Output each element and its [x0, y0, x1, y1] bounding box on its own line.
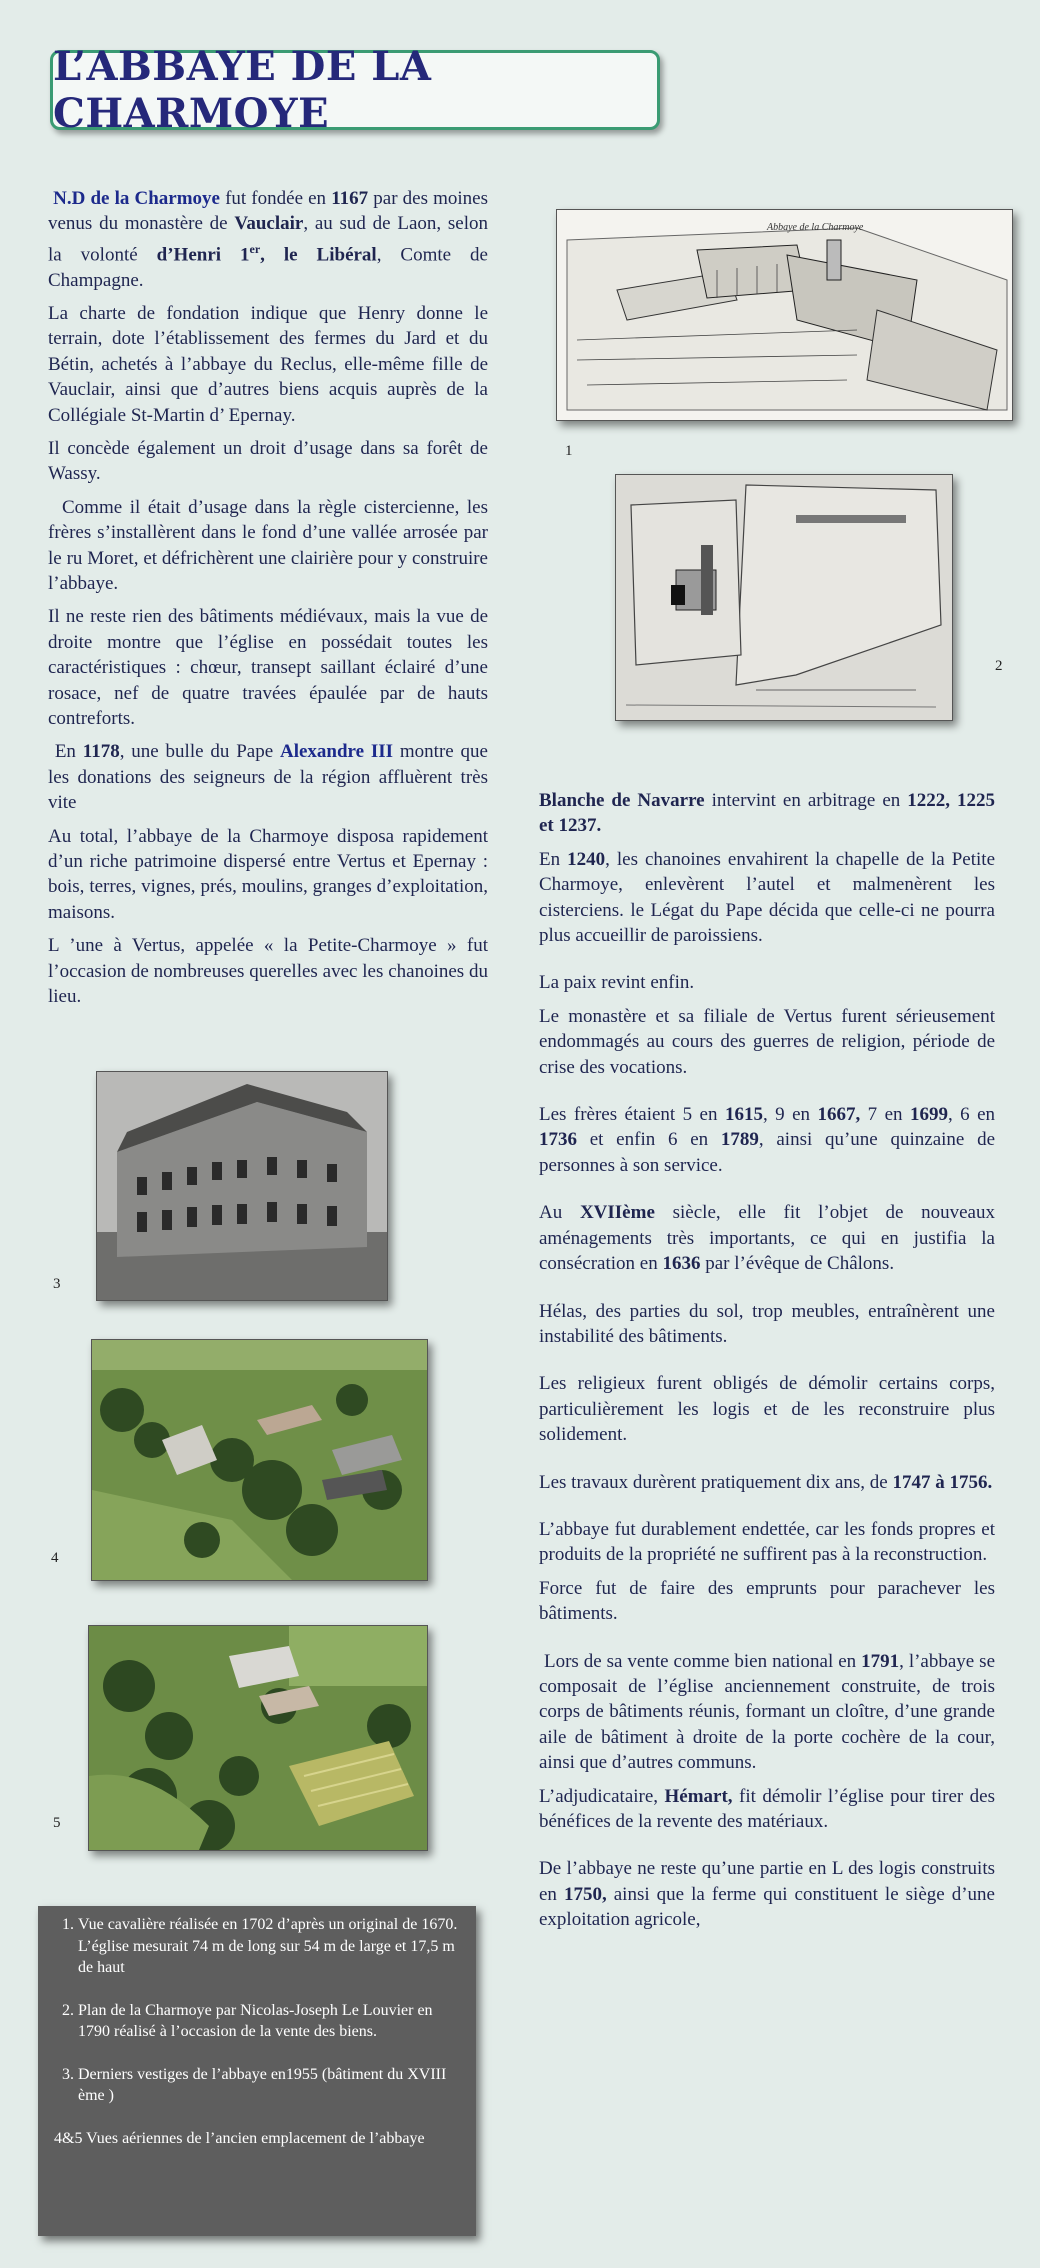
paragraph-forest: Il concède également un droit d’usage dans sa forêt de Wassy. [48, 437, 488, 485]
old-photo-drawing [97, 1072, 387, 1300]
engraving-drawing [557, 210, 1012, 420]
paragraph-bull: En 1178, une bulle du Pape Alexandre III montre que les donations des seigneurs de la région affluèrent très vite [48, 741, 488, 814]
figure-plan [615, 474, 953, 721]
paragraph-works: Les travaux durèrent pratiquement dix ans, de 1747 à 1756. [539, 1471, 993, 1493]
paragraph-patrimony: Au total, l’abbaye de la Charmoye disposa rapidement d’un riche patrimoine dispersé entre Vertus et Epernay : bois, terres, vignes, prés, moulins, granges d’exploitation, maisons. [48, 825, 488, 923]
left-column [48, 186, 488, 1018]
caption-2: 2. Plan de la Charmoye par Nicolas-Joseph Le Louvier en 1790 réalisé à l’occasion de la vente des biens. [78, 2000, 458, 2043]
paragraph-hemart: L’adjudicataire, Hémart, fit démolir l’église pour tirer des bénéfices de la revente des matériaux. [539, 1785, 995, 1832]
paragraph-charter: La charte de fondation indique que Henry donne le terrain, dote l’établissement des fermes du Jard et du Bétin, achetés à l’abbaye du Reclus, elle-même fille de Vauclair, ainsi que d’autres biens acquis auprès de la Collégiale St-Martin d’ Epernay. [48, 302, 488, 426]
figure-engraving [556, 209, 1013, 421]
figure-number-5: 5 [53, 1815, 61, 1831]
page-title: L’ABBAYE DE LA CHARMOYE [53, 43, 432, 137]
figure-aerial-2 [88, 1625, 428, 1851]
aerial-1-drawing [92, 1340, 427, 1580]
sketch-label: Abbaye de la Charmoye [767, 222, 864, 233]
figure-aerial-1 [91, 1339, 428, 1581]
figure-captions [38, 1906, 476, 2236]
paragraph-foundation: N.D de la Charmoye fut fondée en 1167 par des moines venus du monastère de Vauclair, au sud de Laon, selon la volonté d’Henri 1er, le Libéral, Comte de Champagne. [48, 188, 489, 291]
paragraph-brothers: Les frères étaient 5 en 1615, 9 en 1667, 7 en 1699, 6 en 1736 et enfin 6 en 1789, ainsi qu’une quinzaine de personnes à son service. [539, 1104, 996, 1176]
caption-3: 3. Derniers vestiges de l’abbaye en1955 (bâtiment du XVIII ème ) [78, 2064, 458, 2107]
caption-4-5: 4&5 Vues aériennes de l’ancien emplacement de l’abbaye [54, 2129, 425, 2147]
title-banner [50, 43, 660, 137]
aerial-2-drawing [89, 1626, 427, 1850]
paragraph-blanche: Blanche de Navarre intervint en arbitrage en 1222, 1225 et 1237. [539, 790, 995, 837]
paragraph-loans: Force fut de faire des emprunts pour parachever les bâtiments. [539, 1577, 995, 1625]
right-column [539, 788, 995, 1941]
paragraph-buildings: Il ne reste rien des bâtiments médiévaux, mais la vue de droite montre que l’église en possédait toutes les caractéristiques : chœur, transept saillant éclairé d’une rosace, nef de quatre travées épaulée par de hauts contreforts. [48, 606, 488, 730]
paragraph-1791: Lors de sa vente comme bien national en 1791, l’abbaye se composait de l’église anciennement construite, de trois corps de bâtiments réunis, formant un cloître, d’une grande aile de bâtiment à droite de la porte cochère de la cour, ainsi que d’autres communs. [539, 1650, 996, 1774]
figure-number-3: 3 [53, 1276, 61, 1292]
figure-old-photo [96, 1071, 388, 1301]
paragraph-debt: L’abbaye fut durablement endettée, car les fonds propres et produits de la propriété ne suffirent pas à la reconstruction. [539, 1518, 995, 1566]
paragraph-instability: Hélas, des parties du sol, trop meubles, entraînèrent une instabilité des bâtiments. [539, 1300, 995, 1347]
paragraph-1240: En 1240, les chanoines envahirent la chapelle de la Petite Charmoye, enlevèrent l’autel et malmenèrent les cisterciens. le Légat du Pape décida que celle-ci ne pourra plus accueillir de paroissiens. [539, 848, 995, 947]
figure-number-4: 4 [51, 1550, 59, 1566]
paragraph-demolish: Les religieux furent obligés de démolir certains corps, particulièrement les logis et de les reconstruire plus solidement. [539, 1373, 995, 1446]
figure-number-2: 2 [995, 658, 1003, 674]
caption-1: 1. Vue cavalière réalisée en 1702 d’après un original de 1670. L’église mesurait 74 m de long sur 54 m de large et 17,5 m de haut [78, 1914, 458, 1979]
paragraph-peace: La paix revint enfin. [539, 972, 695, 994]
paragraph-wars: Le monastère et sa filiale de Vertus furent sérieusement endommagés au cours des guerres de religion, période de crise des vocations. [539, 1005, 995, 1078]
paragraph-remains: De l’abbaye ne reste qu’une partie en L des logis construits en 1750, ainsi que la ferme qui constituent le siège d’une exploitation agricole, [539, 1858, 995, 1931]
paragraph-xvii: Au XVIIème siècle, elle fit l’objet de nouveaux aménagements très importants, ce qui en justifia la consécration en 1636 par l’évêque de Châlons. [539, 1202, 995, 1275]
paragraph-petite-charmoye: L ’une à Vertus, appelée « la Petite-Charmoye » fut l’occasion de nombreuses querelles avec les chanoines du lieu. [48, 935, 488, 1008]
figure-number-1: 1 [565, 443, 573, 459]
paragraph-cistercian: Comme il était d’usage dans la règle cistercienne, les frères s’installèrent dans le fond d’une vallée arrosée par le ru Moret, et défrichèrent une clairière pour y construire l’abbaye. [48, 496, 488, 595]
plan-drawing [616, 475, 952, 720]
